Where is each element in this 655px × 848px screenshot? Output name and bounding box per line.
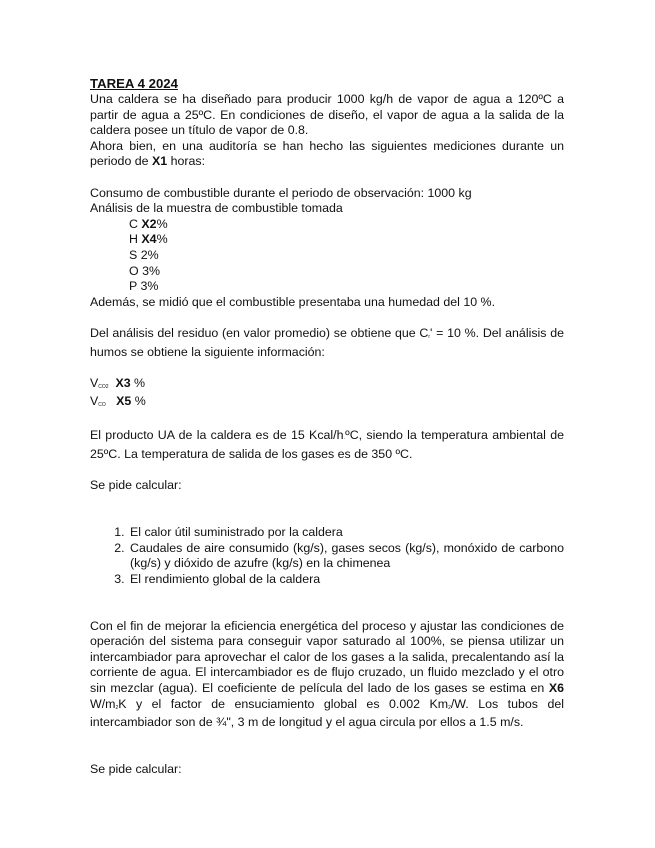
var-x5: X5: [116, 394, 132, 409]
co-sub: CO: [98, 402, 106, 409]
exchanger-post: /W. Los tubos del intercambiador son de ¾", 3 m de longitud y el agua circula por ellos a 1.5 m/s.: [90, 696, 564, 730]
co-label: V: [90, 394, 99, 409]
ua-paragraph: [90, 428, 564, 462]
question-item: 2. Caudales de aire consumido (kg/s), gases secos (kg/s), monóxido de carbono (kg/s) y dióxido de azufre (kg/s) en la chimenea: [128, 541, 564, 572]
co2-label: V: [90, 375, 99, 390]
fuel-hydrogen: [90, 232, 564, 248]
document-page: [90, 76, 564, 778]
exchanger-unit1-post: K y el factor de ensuciamiento global es 0.002 Km: [118, 696, 449, 711]
residue-paragraph: [90, 326, 564, 360]
fuel-sulfur: S 2%: [129, 247, 159, 262]
fuel-phosphorus: P 3%: [129, 279, 159, 294]
intro-paragraph-2: [90, 139, 564, 170]
exchanger-unit2-sub: 2: [448, 704, 451, 711]
hydrogen-label: H: [129, 232, 142, 247]
page-title: TAREA 4 2024: [90, 76, 178, 91]
var-x3: X3: [115, 375, 131, 390]
residue-post: ' = 10 %. Del análisis de humos se obtiene la siguiente información:: [90, 325, 564, 359]
exchanger-paragraph: [90, 619, 564, 731]
fuel-carbon: [90, 217, 564, 233]
var-x6: X6: [548, 680, 564, 695]
gas-co2: [90, 376, 564, 395]
ask-calc-2: Se pide calcular:: [90, 761, 182, 776]
fuel-humidity: Además, se midió que el combustible presentaba una humedad del 10 %.: [90, 294, 496, 309]
question-list-1: [90, 525, 564, 587]
intro-p2-pre: Ahora bien, en una auditoría se han hecho las siguientes mediciones durante un periodo de: [90, 138, 564, 169]
residue-sub: r: [428, 333, 431, 340]
var-x2: X2: [141, 216, 157, 231]
carbon-label: C: [129, 216, 142, 231]
question-item: 3. El rendimiento global de la caldera: [128, 572, 564, 588]
ua-post: ºC, siendo la temperatura ambiental de 25ºC. La temperatura de salida de los gases es de 350 ºC.: [90, 428, 564, 462]
var-x4: X4: [141, 232, 157, 247]
fuel-oxygen: O 3%: [129, 263, 160, 278]
hydrogen-unit: %: [156, 232, 168, 247]
ua-pre: El producto UA de la caldera es de 15 Kcal/h: [90, 428, 344, 443]
ask-calc-1: Se pide calcular:: [90, 478, 182, 493]
exchanger-unit1-sub: 2: [115, 704, 119, 711]
ua-sub: ·: [343, 436, 346, 443]
carbon-unit: %: [156, 216, 168, 231]
fuel-analysis-title: Análisis de la muestra de combustible tomada: [90, 201, 343, 216]
question-item: 1. El calor útil suministrado por la caldera: [128, 525, 564, 541]
exchanger-pre: Con el fin de mejorar la eficiencia energética del proceso y ajustar las condiciones de operación del sistema para conseguir vapor saturado al 100%, se piensa utilizar un intercambiador para aprovechar el calor de los gases a la salida, precalentando así la corriente de agua. El intercambiador es de flujo cruzado, un fluido mezclado y el otro sin mezclar (agua). El coeficiente de película del lado de los gases se estima en: [90, 618, 564, 695]
co-unit: %: [131, 394, 146, 409]
fuel-consumption: Consumo de combustible durante el periodo de observación: 1000 kg: [90, 185, 472, 200]
gas-co: [90, 394, 564, 413]
residue-pre: Del análisis del residuo (en valor promedio) se obtiene que C: [90, 325, 429, 340]
intro-paragraph-1: Una caldera se ha diseñado para producir 1000 kg/h de vapor de agua a 120ºC a partir de agua a 25ºC. En condiciones de diseño, el vapor de agua a la salida de la caldera posee un título de vapor de 0.8.: [90, 92, 564, 138]
intro-p2-post: horas:: [167, 154, 206, 169]
var-x1: X1: [152, 154, 168, 169]
exchanger-unit1: W/m: [90, 696, 116, 711]
co2-sub: CO2: [98, 383, 109, 390]
co2-unit: %: [130, 375, 146, 390]
